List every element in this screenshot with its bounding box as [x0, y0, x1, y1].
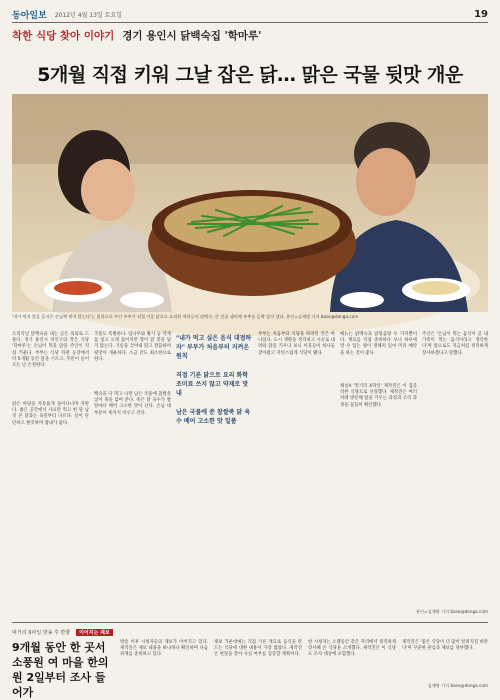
page-number: 19 [474, 8, 488, 20]
pull-quote-box [176, 334, 253, 436]
article-paragraph: 부부는 처음부터 식당을 하려던 것은 아니었다. 도시 생활을 정리하고 시골로 내려와 닭을 키우다 보니 이웃들이 하나둘 찾아왔고 자연스럽게 식당이 됐다. [258, 332, 335, 356]
article-paragraph: 메뉴는 닭백숙과 닭볶음탕 두 가지뿐이다. 재료를 직접 준비하다 보니 하루에 낼 수 있는 양이 정해져 있어 미리 예약을 하는 것이 좋다. [340, 332, 417, 356]
page-header [12, 6, 488, 22]
bottom-byline: 김재명 기자 base@donga.com [427, 683, 488, 688]
bottom-tag: 이어지는 제보 [76, 629, 113, 636]
section-rule [12, 622, 488, 623]
bottom-section-name: 먹거리 X파일 방송 후 반향 [12, 629, 71, 636]
article-column [258, 332, 335, 617]
bottom-paragraph: 제보 가운데에는 직접 기른 재료로 음식을 만드는 식당에 대한 내용이 가장 많았다. 제작진은 현장을 찾아 사실 여부를 검증할 계획이다. [214, 640, 302, 658]
article-paragraph: 국물도 특별하다. 엄나무와 황기 등 약재를 넣고 오래 끓이지만 향이 닭 맛을 덮지 않는다. 기름을 걷어내 맑고 깔끔하며 뒷맛이 개운하다. 소금 간도 최소한으로 한다. [94, 332, 171, 362]
byline: 용인=김재명 기자 base@donga.com [415, 609, 488, 614]
pull-quote: 남은 국물에 쑨 찹쌀죽 닭 육수 배어 고소한 맛 일품 [176, 409, 251, 425]
main-photo [12, 94, 488, 312]
article-column [12, 332, 89, 617]
series-banner [12, 26, 488, 44]
article-column [94, 332, 171, 617]
masthead: 동아일보 [12, 10, 47, 21]
header-rule [12, 22, 488, 23]
bottom-headline: 9개월 동안 한 곳서 소풍원 여 마을 한의원 2일부터 조사 들어가 [12, 641, 109, 699]
article-paragraph: 닭은 마당을 자유롭게 돌아다니며 자란다. 좁은 공간에서 사료만 먹고 한 달 남짓 큰 닭과는 육질부터 다르다. 살이 단단하고 쫄깃하며 잡내가 없다. [12, 402, 89, 426]
bottom-section-header [12, 626, 488, 638]
article-column [422, 332, 488, 617]
bottom-paragraph: 방송 이후 시청자들의 제보가 이어지고 있다. 제작진은 제보 내용을 하나하나 확인하며 다음 취재를 준비하고 있다. [120, 640, 208, 658]
dateline: 2012년 4월 13일 토요일 [54, 11, 123, 19]
series-label: 착한 식당 찾아 이야기 [12, 29, 115, 42]
article-paragraph: 백숙을 다 먹고 나면 남은 국물에 찹쌀을 넣어 죽을 끓여 준다. 죽은 닭 육수가 쌀알마다 배어 고소한 맛이 난다. 손님 대부분이 죽까지 비우고 간다. [94, 392, 171, 416]
article-column [340, 332, 417, 617]
article-body [12, 332, 488, 617]
photo-illustration [12, 94, 488, 312]
photo-credit: 용인=김재명 기자 base@donga.com [286, 314, 359, 319]
clay-pot [148, 190, 356, 296]
pull-quote: 직접 기른 닭으로 요리 화학조미료 쓰지 않고 약재로 맛 내 [176, 372, 249, 397]
bottom-paragraph: 제작진은 '좋은 식당이 더 많이 알려지길 바란다'며 꾸준한 관심과 제보를 당부했다. [402, 640, 488, 652]
article-paragraph: 채널A '먹거리 X파일' 제작진은 이 집을 착한 식당으로 선정했다. 제작진은 여러 차례 방문해 닭을 키우는 과정과 조리 과정을 꼼꼼히 확인했다. [340, 384, 417, 408]
photo-caption [12, 314, 488, 328]
pull-quote: "내가 먹고 싶은 음식 대접하자" 부부가 처음부터 지켜온 원칙 [176, 335, 252, 360]
bottom-paragraph: 한 시청자는 오랫동안 같은 자리에서 정직하게 장사해 온 식당을 소개했다. 제작진은 이 식당도 조사 대상에 포함했다. [308, 640, 396, 658]
article-paragraph: 주인은 '손님이 먹는 음식이 곧 내 가족이 먹는 음식이라고 생각한다'며 앞으로도 지금처럼 정직하게 장사하겠다고 말했다. [422, 332, 488, 356]
series-title: 경기 용인시 닭백숙집 '학마루' [122, 29, 262, 42]
headline: 5개월 직접 키워 그날 잡은 닭… 맑은 국물 뒷맛 개운 [37, 64, 463, 86]
caption-text: '내가 먹지 않을 음식은 손님께 팔지 않는다'는 철학으로 주인 부부가 직접 키운 닭으로 요리한 학마루의 닭백숙. 큰 전골 냄비에 부추를 듬뿍 얹어 낸다. [12, 314, 285, 319]
article-paragraph: 오리지널 닭백숙을 내는 곳은 의외로 드물다. 경기 용인시 처인구의 작은 식당 '학마루'는 손님이 먹을 닭을 주인이 직접 키운다. 부부는 식당 뒤편 농장에서 약 5개월 동안 닭을 기르고, 주문이 들어오는 날 손질한다. [12, 332, 89, 369]
